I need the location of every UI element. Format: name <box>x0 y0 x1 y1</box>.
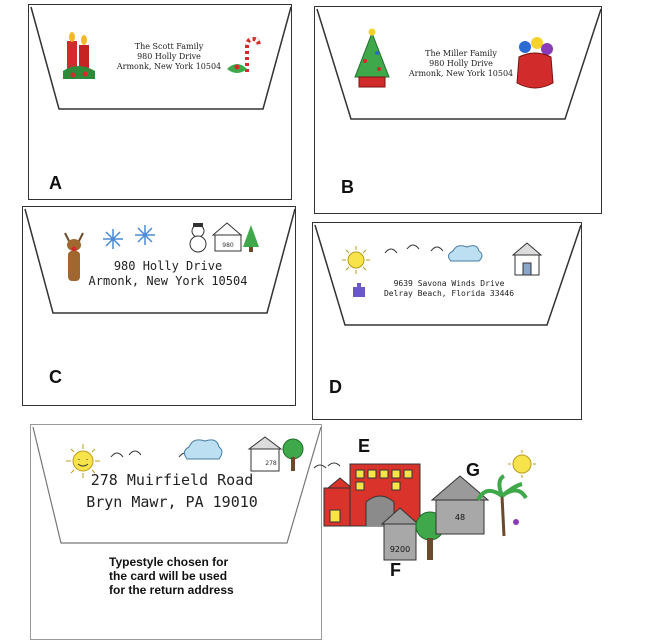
snowflake-icon <box>135 225 155 245</box>
candy-cane-icon <box>223 35 263 81</box>
envelope-label-b: B <box>341 177 354 197</box>
return-address-d <box>365 279 533 299</box>
house-icon <box>509 241 545 279</box>
typestyle-caption <box>109 555 279 597</box>
house-number: 980 <box>222 242 234 249</box>
caption-line-2: the card will be used <box>109 569 228 583</box>
house-illustrations <box>310 440 550 570</box>
caption-line-3: for the return address <box>109 583 234 597</box>
address-line-1: The Miller Family <box>425 49 497 58</box>
return-address-c <box>83 259 253 289</box>
address-line-2: 980 Holly Drive <box>429 59 493 68</box>
envelope-label-a: A <box>49 173 62 193</box>
christmas-tree-icon <box>351 27 393 91</box>
address-line-3: Armonk, New York 10504 <box>116 62 222 71</box>
address-line-2: Bryn Mawr, PA 19010 <box>86 493 258 511</box>
sun-icon <box>508 450 536 478</box>
address-line-1: 980 Holly Drive <box>113 259 223 273</box>
address-line-1: 9639 Savona Winds Drive <box>393 279 505 288</box>
santa-sack-icon <box>513 33 557 93</box>
candle-icon <box>63 31 99 83</box>
snowflake-icon <box>103 229 123 249</box>
house-icon <box>211 221 263 253</box>
house-number: 278 <box>265 460 277 467</box>
house-label-f: F <box>390 560 401 580</box>
envelope-a <box>28 4 292 200</box>
envelope-d <box>312 222 582 420</box>
envelope-b <box>314 6 602 214</box>
house-icon <box>247 433 307 473</box>
address-line-2: Armonk, New York 10504 <box>88 274 248 288</box>
house-number: 48 <box>454 513 466 522</box>
snowman-icon <box>187 223 209 253</box>
return-address-sample <box>77 469 267 513</box>
bird-icon <box>314 463 340 468</box>
bird-icon <box>383 239 453 259</box>
house-number: 9200 <box>389 545 411 554</box>
envelope-label-d: D <box>329 377 342 397</box>
address-line-2: Delray Beach, Florida 33446 <box>383 289 515 298</box>
house-label-g: G <box>466 460 481 480</box>
address-line-1: The Scott Family <box>134 42 204 51</box>
return-address-a <box>109 42 229 72</box>
envelope-label-c: C <box>49 367 62 387</box>
envelope-sample <box>30 424 322 640</box>
caption-line-1: Typestyle chosen for <box>109 555 229 569</box>
address-line-1: 278 Muirfield Road <box>90 471 254 489</box>
return-address-b <box>401 49 521 79</box>
cloud-icon <box>181 437 225 463</box>
envelope-c <box>22 206 296 406</box>
grey-house-g <box>432 476 526 536</box>
address-line-2: 980 Holly Drive <box>137 52 201 61</box>
cloud-icon <box>445 243 485 265</box>
address-line-3: Armonk, New York 10504 <box>408 69 514 78</box>
sun-icon <box>341 245 371 275</box>
house-label-e: E <box>358 436 371 456</box>
